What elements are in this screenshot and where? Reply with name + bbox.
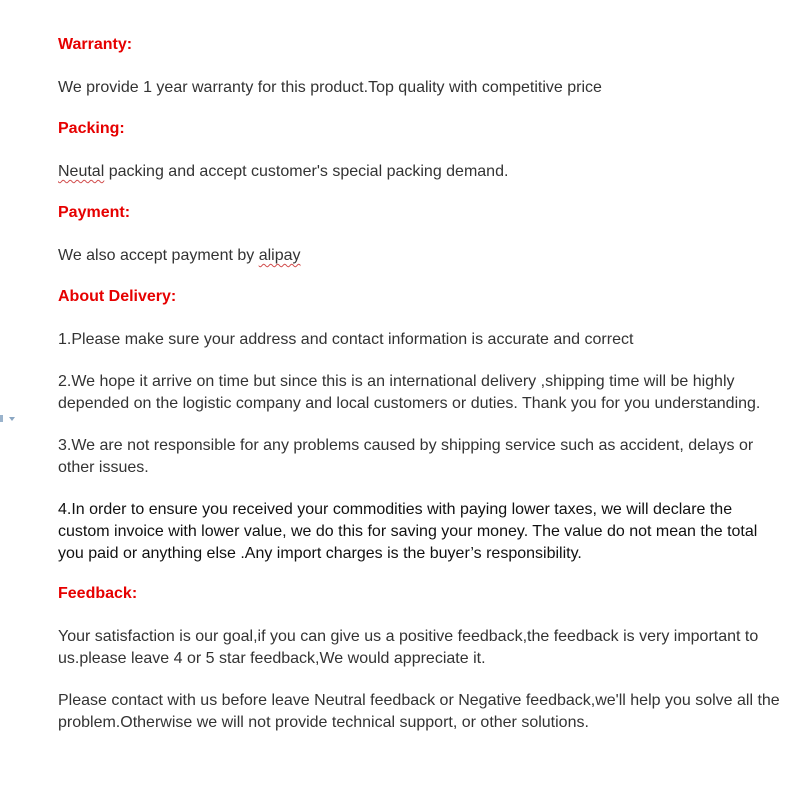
packing-text-rest: packing and accept customer's special packing demand. <box>104 163 509 180</box>
delivery-item-4: 4.In order to ensure you received your commodities with paying lower taxes, we will declare the custom invoice with lower value, we do this for saving your money. The value do not mean the total you paid or anything else .Any import charges is the buyer’s responsibility. <box>58 501 758 562</box>
product-policy-document <box>58 35 784 754</box>
feedback-paragraph-1: Your satisfaction is our goal,if you can give us a positive feedback,the feedback is very important to us.please leave 4 or 5 star feedback,We would appreciate it. <box>58 628 759 667</box>
warranty-heading: Warranty: <box>58 36 133 53</box>
spellcheck-word-neutal: Neutal <box>58 163 105 180</box>
spellcheck-word-alipay: alipay <box>258 247 301 264</box>
payment-text-before: We also accept payment by <box>58 247 259 264</box>
delivery-item-3: 3.We are not responsible for any problems caused by shipping service such as accident, delays or other issues. <box>58 437 754 476</box>
delivery-heading: About Delivery: <box>58 288 177 305</box>
payment-heading: Payment: <box>58 204 131 221</box>
delivery-item-1: 1.Please make sure your address and contact information is accurate and correct <box>58 331 634 348</box>
dropdown-arrow-icon <box>0 412 20 424</box>
packing-heading: Packing: <box>58 120 125 137</box>
payment-text <box>58 245 784 267</box>
delivery-item-2: 2.We hope it arrive on time but since this is an international delivery ,shipping time will be highly depended on the logistic company and local customers or duties. Thank you for you understanding. <box>58 373 761 412</box>
warranty-text: We provide 1 year warranty for this product.Top quality with competitive price <box>58 79 602 96</box>
feedback-heading: Feedback: <box>58 585 138 602</box>
feedback-paragraph-2: Please contact with us before leave Neutral feedback or Negative feedback,we'll help you solve all the problem.Otherwise we will not provide technical support, or other solutions. <box>58 692 780 731</box>
packing-text <box>58 161 784 183</box>
